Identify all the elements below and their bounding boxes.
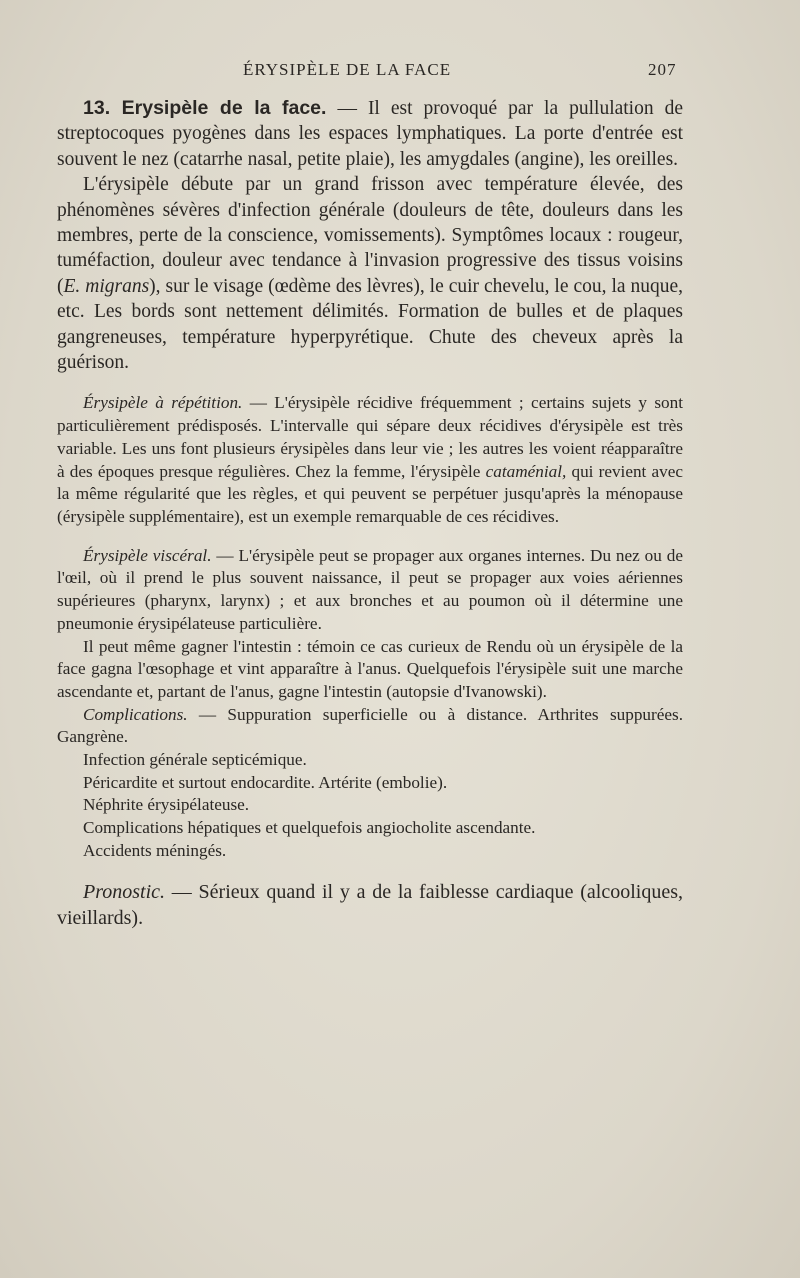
repetition-text-a: — L'érysipèle récidive fréquemment ; certains sujets y sont particulièrement prédisposés. L'intervalle qui sépare deux récidives d'érysipèle est très variable. Les uns font plusieurs érysipèles dans leur vie ; les autres les voient réapparaître à des époques presque régulières. Chez la femme, l'érysipèle: [57, 393, 683, 481]
page-header: [0, 60, 800, 84]
visceral-paragraph-2: Il peut même gagner l'intestin : témoin ce cas curieux de Rendu où un érysipèle de la face gagna l'œsophage et vint apparaître à l'anus. Quelquefois l'érysipèle suit une marche ascendante et, partant de l'anus, gagne l'intestin (autopsie d'Ivanowski).: [57, 636, 683, 701]
section-intro-text: — Il est provoqué par la pullulation de streptocoques pyogènes dans les espaces lymphatiques. La porte d'entrée est souvent le nez (catarrhe nasal, petite plaie), les amygdales (angine), les oreilles.: [57, 98, 684, 170]
complications-list: [57, 704, 683, 863]
migrans-term: E. migrans: [63, 275, 150, 297]
prognosis-paragraph: [57, 879, 683, 931]
visceral-text: — L'érysipèle peut se propager aux organes internes. Du nez ou de l'œil, où il prend le plus souvent naissance, il peut se propager aux voies aériennes supérieures (pharynx, larynx) ; et aux bronches et au poumon où il détermine une pneumonie érysipélateuse particulière.: [57, 545, 683, 633]
symptoms-text-b: ), sur le visage (œdème des lèvres), le cuir chevelu, le cou, la nuque, etc. Les bords sont nettement délimités. Formation de bulles et de plaques gangreneuses, température hyperpyrétique. Chute des cheveux après la guérison.: [57, 275, 683, 374]
visceral-title: Érysipèle viscéral.: [83, 545, 212, 565]
running-title: ÉRYSIPÈLE DE LA FACE: [243, 60, 452, 79]
repetition-paragraph: [57, 392, 683, 528]
complications-line-5: Complications hépatiques et quelquefois angiocholite ascendante.: [83, 818, 536, 838]
repetition-title: Érysipèle à répétition.: [83, 393, 243, 413]
repetition-text-b: qui revient avec la même régularité que les règles, et qui peuvent se perpétuer jusqu'après la ménopause (érysipèle supplémentaire), est un exemple remarquable de ces récidives.: [57, 461, 683, 526]
section-13-symptoms: [57, 172, 683, 375]
prognosis-title: Pronostic.: [83, 880, 166, 903]
complications-line-1: — Suppuration superficielle ou à distance. Arthrites suppurées. Gangrène.: [57, 704, 683, 747]
prognosis-text: — Sérieux quand il y a de la faiblesse cardiaque (alcooliques, vieillards).: [57, 880, 683, 929]
visceral-paragraph: [57, 545, 683, 636]
symptoms-text-a: L'érysipèle débute par un grand frisson avec température élevée, des phénomènes sévères d'infection générale (douleurs de tête, douleurs dans les membres, perte de la conscience, vomissements). Symptômes locaux : rougeur, tuméfaction, douleur avec tendance à l'invasion progressive des tissus voisins (: [57, 174, 683, 297]
catamenial-term: cataménial,: [485, 461, 567, 481]
complications-title: Complications.: [83, 704, 188, 724]
page-body: [57, 96, 683, 931]
complications-line: [57, 704, 683, 749]
section-title: 13. Erysipèle de la face.: [83, 97, 327, 119]
section-13-intro: [57, 96, 683, 172]
complications-line-3: Péricardite et surtout endocardite. Artérite (embolie).: [83, 772, 448, 792]
complications-line-6: Accidents méningés.: [83, 840, 227, 860]
complications-line-2: Infection générale septicémique.: [83, 750, 307, 770]
complications-line-4: Néphrite érysipélateuse.: [83, 795, 250, 815]
page-number: 207: [648, 60, 677, 79]
